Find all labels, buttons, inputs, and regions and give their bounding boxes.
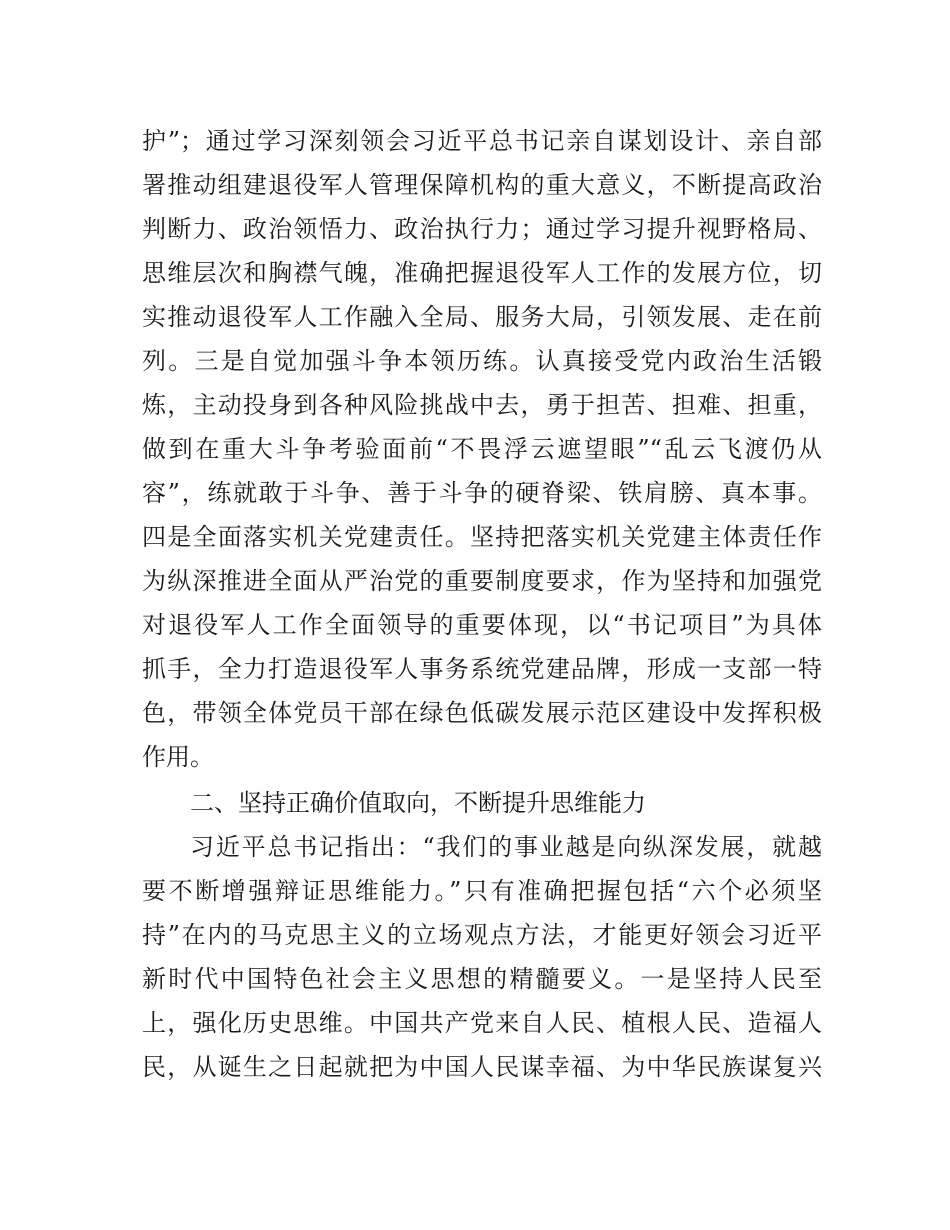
text-line: 色，带领全体党员干部在绿色低碳发展示范区建设中发挥积极 xyxy=(142,699,822,727)
text-line: 要不断增强辩证思维能力。”只有准确把握包括“六个必须坚 xyxy=(142,877,822,905)
text-line: 民，从诞生之日起就把为中国人民谋幸福、为中华民族谋复兴 xyxy=(142,1053,822,1081)
text-line: 为纵深推进全面从严治党的重要制度要求，作为坚持和加强党 xyxy=(142,567,822,595)
text-line: 实推动退役军人工作融入全局、服务大局，引领发展、走在前 xyxy=(142,303,822,331)
section-heading xyxy=(142,781,822,825)
text-line: 持”在内的马克思主义的立场观点方法，才能更好领会习近平 xyxy=(142,921,822,949)
text-line: 对退役军人工作全面领导的重要体现，以“书记项目”为具体 xyxy=(142,611,822,639)
section-heading-text: 二、坚持正确价值取向，不断提升思维能力 xyxy=(190,789,646,817)
text-line: 作用。 xyxy=(142,743,214,771)
text-line: 习近平总书记指出：“我们的事业越是向纵深发展，就越 xyxy=(190,833,822,861)
text-line: 上，强化历史思维。中国共产党来自人民、植根人民、造福人 xyxy=(142,1009,822,1037)
text-line: 抓手，全力打造退役军人事务系统党建品牌，形成一支部一特 xyxy=(142,655,822,683)
body-paragraph-1 xyxy=(142,119,822,779)
body-paragraph-2 xyxy=(142,825,822,1089)
text-line: 思维层次和胸襟气魄，准确把握退役军人工作的发展方位，切 xyxy=(142,259,822,287)
text-line: 列。三是自觉加强斗争本领历练。认真接受党内政治生活锻 xyxy=(142,347,822,375)
text-line: 护”；通过学习深刻领会习近平总书记亲自谋划设计、亲自部 xyxy=(142,127,822,155)
text-line: 四是全面落实机关党建责任。坚持把落实机关党建主体责任作 xyxy=(142,523,822,551)
text-line: 炼，主动投身到各种风险挑战中去，勇于担苦、担难、担重， xyxy=(142,391,822,419)
text-line: 判断力、政治领悟力、政治执行力；通过学习提升视野格局、 xyxy=(142,215,822,243)
text-line: 署推动组建退役军人管理保障机构的重大意义，不断提高政治 xyxy=(142,171,822,199)
text-line: 做到在重大斗争考验面前“不畏浮云遮望眼”“乱云飞渡仍从 xyxy=(142,435,822,463)
text-line: 容”，练就敢于斗争、善于斗争的硬脊梁、铁肩膀、真本事。 xyxy=(142,479,822,507)
text-line: 新时代中国特色社会主义思想的精髓要义。一是坚持人民至 xyxy=(142,965,822,993)
